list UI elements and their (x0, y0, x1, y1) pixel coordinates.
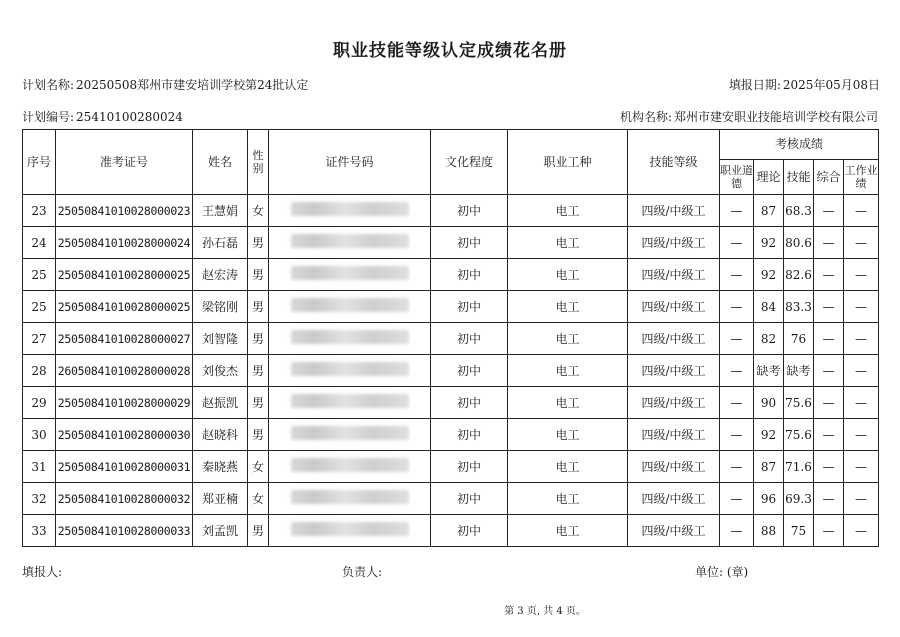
cell-ticket: 25050841010028000029 (56, 387, 193, 419)
cell-id-redacted (269, 515, 431, 547)
cell-level: 四级/中级工 (628, 355, 720, 387)
cell-skill: 80.6 (784, 227, 814, 259)
cell-id-redacted (269, 291, 431, 323)
table-row (23, 355, 879, 387)
cell-education: 初中 (431, 451, 508, 483)
cell-education: 初中 (431, 195, 508, 227)
cell-name: 赵晓科 (193, 419, 248, 451)
cell-name: 刘智隆 (193, 323, 248, 355)
cell-id-redacted (269, 227, 431, 259)
cell-job: 电工 (508, 515, 628, 547)
cell-seq: 28 (23, 355, 56, 387)
cell-theory: 缺考 (754, 355, 784, 387)
cell-overall: — (814, 483, 844, 515)
cell-education: 初中 (431, 259, 508, 291)
cell-seq: 29 (23, 387, 56, 419)
table-row (23, 291, 879, 323)
cell-job: 电工 (508, 323, 628, 355)
plan-name-value: 20250508郑州市建安培训学校第24批认定 (76, 78, 309, 92)
cell-ticket: 25050841010028000024 (56, 227, 193, 259)
cell-ticket: 25050841010028000031 (56, 451, 193, 483)
cell-education: 初中 (431, 387, 508, 419)
cell-job: 电工 (508, 195, 628, 227)
cell-gender: 男 (248, 227, 269, 259)
cell-seq: 27 (23, 323, 56, 355)
cell-name: 郑亚楠 (193, 483, 248, 515)
cell-skill: 69.3 (784, 483, 814, 515)
roster-body (23, 195, 879, 547)
header-scores: 考核成绩 (720, 130, 879, 160)
cell-seq: 33 (23, 515, 56, 547)
cell-skill: 71.6 (784, 451, 814, 483)
cell-gender: 女 (248, 483, 269, 515)
plan-name (22, 76, 308, 93)
cell-theory: 82 (754, 323, 784, 355)
cell-job: 电工 (508, 451, 628, 483)
cell-theory: 96 (754, 483, 784, 515)
table-row (23, 451, 879, 483)
cell-ethics: — (720, 227, 754, 259)
cell-job: 电工 (508, 355, 628, 387)
cell-work: — (844, 323, 879, 355)
table-row (23, 259, 879, 291)
cell-level: 四级/中级工 (628, 195, 720, 227)
cell-id-redacted (269, 483, 431, 515)
cell-theory: 88 (754, 515, 784, 547)
cell-work: — (844, 227, 879, 259)
table-row (23, 227, 879, 259)
cell-ticket: 25050841010028000033 (56, 515, 193, 547)
cell-education: 初中 (431, 227, 508, 259)
redacted-id-blur (291, 266, 409, 280)
redacted-id-blur (291, 202, 409, 216)
cell-theory: 90 (754, 387, 784, 419)
cell-skill: 75.6 (784, 387, 814, 419)
cell-education: 初中 (431, 515, 508, 547)
cell-overall: — (814, 451, 844, 483)
cell-skill: 68.3 (784, 195, 814, 227)
header-level: 技能等级 (628, 130, 720, 195)
cell-ticket: 25050841010028000027 (56, 323, 193, 355)
header-skill: 技能 (784, 160, 814, 195)
cell-work: — (844, 291, 879, 323)
roster-title: 职业技能等级认定成绩花名册 (333, 41, 567, 61)
cell-id-redacted (269, 451, 431, 483)
cell-overall: — (814, 259, 844, 291)
cell-job: 电工 (508, 291, 628, 323)
header-seq: 序号 (23, 130, 56, 195)
cell-level: 四级/中级工 (628, 227, 720, 259)
header-job: 职业工种 (508, 130, 628, 195)
score-roster-table (22, 129, 879, 547)
cell-skill: 76 (784, 323, 814, 355)
unit-label: 单位: (章) (695, 565, 749, 579)
cell-work: — (844, 387, 879, 419)
cell-theory: 87 (754, 451, 784, 483)
cell-work: — (844, 451, 879, 483)
cell-ticket: 26050841010028000028 (56, 355, 193, 387)
cell-ethics: — (720, 195, 754, 227)
cell-name: 王慧娟 (193, 195, 248, 227)
cell-level: 四级/中级工 (628, 291, 720, 323)
cell-name: 赵振凯 (193, 387, 248, 419)
cell-gender: 男 (248, 419, 269, 451)
cell-id-redacted (269, 259, 431, 291)
header-gender: 性别 (248, 130, 269, 195)
cell-ethics: — (720, 259, 754, 291)
cell-id-redacted (269, 387, 431, 419)
cell-work: — (844, 419, 879, 451)
cell-overall: — (814, 291, 844, 323)
redacted-id-blur (291, 298, 409, 312)
table-row (23, 323, 879, 355)
cell-name: 赵宏涛 (193, 259, 248, 291)
redacted-id-blur (291, 522, 409, 536)
cell-level: 四级/中级工 (628, 483, 720, 515)
plan-name-label: 计划名称: (22, 78, 75, 92)
cell-gender: 女 (248, 451, 269, 483)
cell-level: 四级/中级工 (628, 419, 720, 451)
fill-date-value: 2025年05月08日 (782, 78, 880, 92)
cell-level: 四级/中级工 (628, 387, 720, 419)
cell-ethics: — (720, 387, 754, 419)
cell-work: — (844, 195, 879, 227)
table-row (23, 387, 879, 419)
redacted-id-blur (291, 490, 409, 504)
cell-skill: 83.3 (784, 291, 814, 323)
cell-seq: 30 (23, 419, 56, 451)
cell-ethics: — (720, 323, 754, 355)
header-overall: 综合 (814, 160, 844, 195)
cell-education: 初中 (431, 355, 508, 387)
org-name-value: 郑州市建安职业技能培训学校有限公司 (673, 110, 878, 124)
cell-theory: 92 (754, 227, 784, 259)
cell-gender: 男 (248, 323, 269, 355)
cell-level: 四级/中级工 (628, 451, 720, 483)
cell-overall: — (814, 515, 844, 547)
redacted-id-blur (291, 394, 409, 408)
table-row (23, 515, 879, 547)
cell-id-redacted (269, 323, 431, 355)
cell-overall: — (814, 227, 844, 259)
header-education: 文化程度 (431, 130, 508, 195)
redacted-id-blur (291, 426, 409, 440)
org-name (620, 108, 878, 125)
cell-name: 秦晓燕 (193, 451, 248, 483)
cell-ethics: — (720, 483, 754, 515)
cell-seq: 24 (23, 227, 56, 259)
cell-ticket: 25050841010028000025 (56, 259, 193, 291)
cell-name: 刘俊杰 (193, 355, 248, 387)
cell-work: — (844, 483, 879, 515)
cell-gender: 男 (248, 259, 269, 291)
cell-theory: 92 (754, 419, 784, 451)
cell-name: 梁铭刚 (193, 291, 248, 323)
cell-ethics: — (720, 355, 754, 387)
cell-ethics: — (720, 419, 754, 451)
cell-ethics: — (720, 515, 754, 547)
cell-name: 刘孟凯 (193, 515, 248, 547)
cell-education: 初中 (431, 323, 508, 355)
header-work: 工作业绩 (844, 160, 879, 195)
cell-theory: 87 (754, 195, 784, 227)
cell-skill: 缺考 (784, 355, 814, 387)
cell-level: 四级/中级工 (628, 259, 720, 291)
plan-number (22, 108, 183, 125)
fill-date-label: 填报日期: (728, 78, 781, 92)
cell-ticket: 25050841010028000023 (56, 195, 193, 227)
cell-level: 四级/中级工 (628, 515, 720, 547)
responsible-label: 负责人: (342, 565, 383, 579)
redacted-id-blur (291, 330, 409, 344)
page-indicator: 第 3 页, 共 4 页。 (504, 606, 586, 617)
plan-number-label: 计划编号: (22, 110, 75, 124)
table-row (23, 419, 879, 451)
cell-work: — (844, 355, 879, 387)
cell-education: 初中 (431, 483, 508, 515)
cell-gender: 男 (248, 387, 269, 419)
cell-seq: 23 (23, 195, 56, 227)
cell-ticket: 25050841010028000025 (56, 291, 193, 323)
cell-job: 电工 (508, 483, 628, 515)
cell-seq: 32 (23, 483, 56, 515)
cell-id-redacted (269, 195, 431, 227)
cell-education: 初中 (431, 419, 508, 451)
cell-gender: 女 (248, 195, 269, 227)
cell-overall: — (814, 195, 844, 227)
cell-id-redacted (269, 419, 431, 451)
org-name-label: 机构名称: (619, 110, 672, 124)
header-ethics: 职业道德 (720, 160, 754, 195)
cell-theory: 84 (754, 291, 784, 323)
cell-ethics: — (720, 291, 754, 323)
cell-work: — (844, 515, 879, 547)
header-ticket: 准考证号 (56, 130, 193, 195)
cell-job: 电工 (508, 387, 628, 419)
redacted-id-blur (291, 458, 409, 472)
cell-seq: 25 (23, 259, 56, 291)
table-row (23, 195, 879, 227)
cell-education: 初中 (431, 291, 508, 323)
cell-skill: 75 (784, 515, 814, 547)
header-name: 姓名 (193, 130, 248, 195)
cell-job: 电工 (508, 227, 628, 259)
cell-ticket: 25050841010028000030 (56, 419, 193, 451)
plan-number-value: 25410100280024 (76, 110, 183, 124)
cell-seq: 25 (23, 291, 56, 323)
cell-skill: 75.6 (784, 419, 814, 451)
cell-skill: 82.6 (784, 259, 814, 291)
header-theory: 理论 (754, 160, 784, 195)
cell-work: — (844, 259, 879, 291)
cell-overall: — (814, 323, 844, 355)
cell-job: 电工 (508, 259, 628, 291)
cell-gender: 男 (248, 291, 269, 323)
cell-overall: — (814, 387, 844, 419)
cell-level: 四级/中级工 (628, 323, 720, 355)
fill-date (729, 76, 880, 93)
cell-id-redacted (269, 355, 431, 387)
cell-name: 孙石磊 (193, 227, 248, 259)
header-id: 证件号码 (269, 130, 431, 195)
cell-job: 电工 (508, 419, 628, 451)
cell-ethics: — (720, 451, 754, 483)
redacted-id-blur (291, 362, 409, 376)
cell-overall: — (814, 419, 844, 451)
cell-seq: 31 (23, 451, 56, 483)
cell-theory: 92 (754, 259, 784, 291)
cell-gender: 男 (248, 515, 269, 547)
cell-overall: — (814, 355, 844, 387)
cell-gender: 男 (248, 355, 269, 387)
filler-label: 填报人: (22, 565, 63, 579)
redacted-id-blur (291, 234, 409, 248)
cell-ticket: 25050841010028000032 (56, 483, 193, 515)
table-row (23, 483, 879, 515)
